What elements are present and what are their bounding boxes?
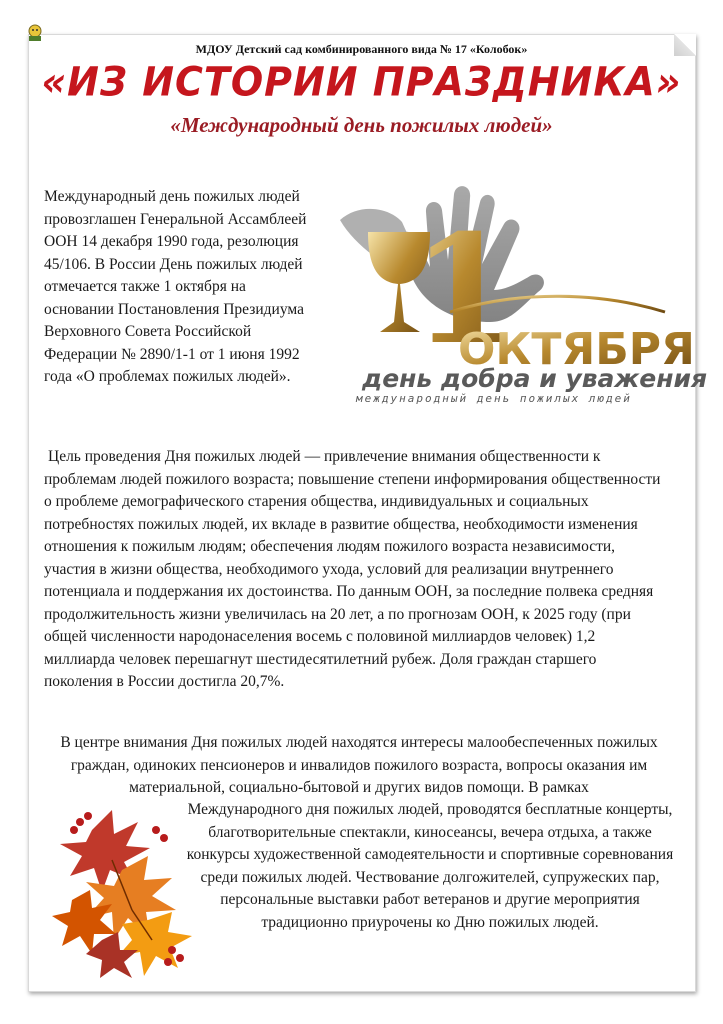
intro-paragraph: Международный день пожилых людей провозглашен Генеральной Ассамблеей ООН 14 декабря 1990 года, резолюция 45/106. В России День пожилых людей отмечается также 1 октября на основании Постановления Президиума Верховного Совета Российской Федерации № 2890/1-1 от 1 июня 1992 года «О проблемах пожилых людей». xyxy=(44,188,307,385)
date-number: 1 xyxy=(412,202,517,378)
october-1-emblem xyxy=(330,172,708,412)
month-label: ОКТЯБРЯ xyxy=(458,324,695,375)
paragraph-goal: Цель проведения Дня пожилых людей — привлечение внимания общественности к проблемам людей пожилого возраста; повышение степени информирования общественности о проблеме демографического старения общества, индивидуальных и социальных потребностях пожилых людей, их вкладе в развитие общества, необходимости изменения отношения к пожилым людям; обеспечения людям пожилого возраста независимости, участия в жизни общества, необходимого ухода, условий для реализации внутреннего потенциала и поддержания их достоинства. По данным ООН, за последние полвека средняя продолжительность жизни увеличилась на 20 лет, а по прогнозам ООН, к 2025 году (при общей численности народонаселения восемь с половиной миллиардов человек) 1,2 миллиарда человек перешагнут шестидесятилетний рубеж. Доля граждан старшего поколения в России достигла 20,7%. xyxy=(44,448,661,690)
tagline: день добра и уважения xyxy=(362,364,708,393)
school-emblem-icon xyxy=(24,22,46,44)
emblem-caption: международный день пожилых людей xyxy=(356,392,632,405)
page-subtitle: «Международный день пожилых людей» xyxy=(170,113,553,137)
organization-name: МДОУ Детский сад комбинированного вида № 17 «Колобок» xyxy=(195,42,528,56)
paragraph-focus-start: В центре внимания Дня пожилых людей находятся интересы малообеспеченных пожилых граждан, одиноких пенсионеров и инвалидов пожилого возраста, вопросы оказания им материальной, социально-бытовой и других видов помощи. В рамках xyxy=(60,734,658,796)
paragraph-focus-end: Международного дня пожилых людей, проводятся бесплатные концерты, благотворительные спектакли, киносеансы, вечера отдыха, а также конкурсы художественной самодеятельности и спортивные соревнования среди пожилых людей. Чествование долгожителей, супружеских пар, персональные выставки работ ветеранов и другие мероприятия традиционно приурочены ко Дню пожилых людей. xyxy=(186,801,674,931)
page-title: «ИЗ ИСТОРИИ ПРАЗДНИКА» xyxy=(41,58,682,106)
autumn-leaves-icon xyxy=(52,800,202,980)
